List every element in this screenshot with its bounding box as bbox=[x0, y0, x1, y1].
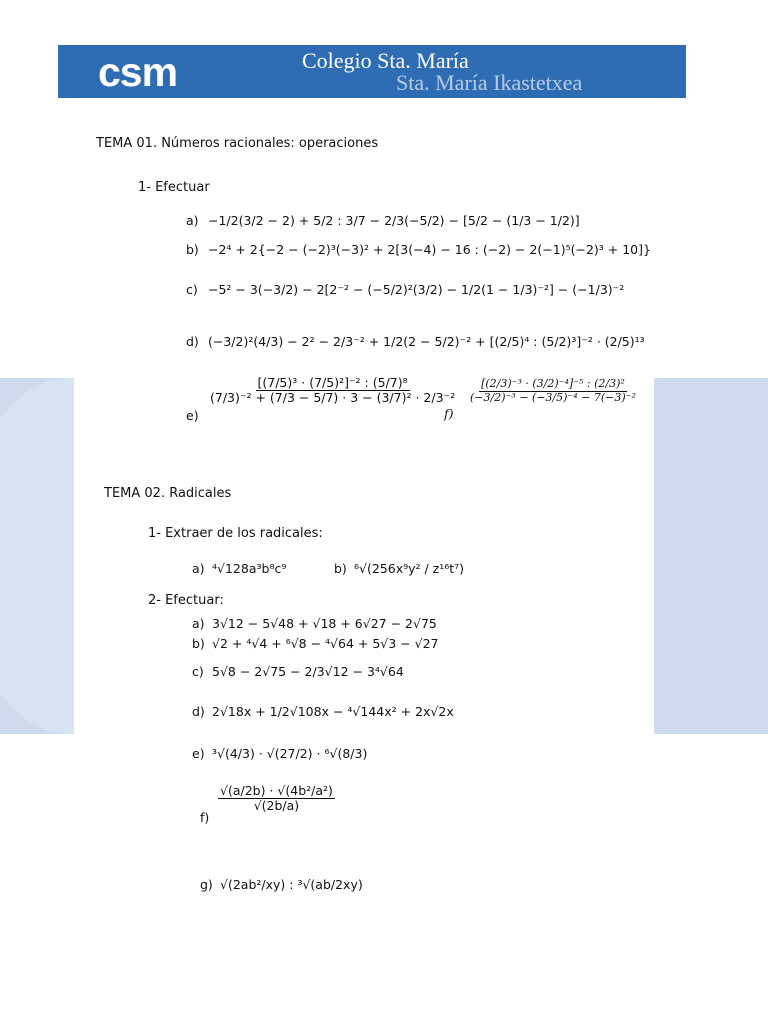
efectuar-f-numerator: √(a/2b) · √(4b²/a²) bbox=[220, 783, 333, 798]
efectuar-b: √2 + ⁴√4 + ⁶√8 − ⁴√64 + 5√3 − √27 bbox=[212, 636, 439, 651]
exercise-1d: (−3/2)²(4/3) − 2² − 2/3⁻² + 1/2(2 − 5/2)⁻² + [(2/5)⁴ : (5/2)³]⁻² · (2/5)¹³ bbox=[208, 334, 645, 349]
exercise-1e-denominator: (7/3)⁻² + (7/3 − 5/7) · 3 − (3/7)² · 2/3⁻² bbox=[210, 390, 456, 406]
exercise-1c-label: c) bbox=[186, 282, 198, 297]
extraer-b-label: b) bbox=[334, 561, 347, 576]
exercise-1b-label: b) bbox=[186, 242, 199, 257]
efectuar-d-label: d) bbox=[192, 704, 205, 719]
exercise-1f bbox=[466, 378, 640, 404]
exercise-1a: −1/2(3/2 − 2) + 5/2 : 3/7 − 2/3(−5/2) − [5/2 − (1/3 − 1/2)] bbox=[208, 213, 580, 228]
efectuar-a: 3√12 − 5√48 + √18 + 6√27 − 2√75 bbox=[212, 616, 437, 631]
exercise-1f-label: f) bbox=[444, 406, 454, 421]
efectuar-c-label: c) bbox=[192, 664, 204, 679]
efectuar-f bbox=[216, 784, 337, 814]
exercise-1d-label: d) bbox=[186, 334, 199, 349]
efectuar-e-label: e) bbox=[192, 746, 205, 761]
efectuar-f-denominator: √(2b/a) bbox=[253, 798, 300, 814]
school-name: Colegio Sta. María bbox=[302, 48, 469, 73]
extraer-b: ⁶√(256x⁹y² / z¹⁶t⁷) bbox=[354, 561, 465, 576]
exercise-1f-numerator: [(2/3)⁻³ · (3/2)⁻⁴]⁻⁵ : (2/3)² bbox=[481, 377, 625, 390]
efectuar-g: √(2ab²/xy) : ³√(ab/2xy) bbox=[220, 877, 363, 892]
exercise-1f-denominator: (−3/2)⁻³ − (−3/5)⁻⁴ − 7(−3)⁻² bbox=[470, 390, 636, 404]
tema1-section1: 1- Efectuar bbox=[138, 180, 210, 195]
tema2-section1: 1- Extraer de los radicales: bbox=[148, 526, 323, 541]
tema1-title: TEMA 01. Números racionales: operaciones bbox=[96, 136, 379, 151]
school-logo: csm bbox=[98, 49, 178, 95]
extraer-a: ⁴√128a³b⁸c⁹ bbox=[212, 561, 287, 576]
extraer-a-label: a) bbox=[192, 561, 205, 576]
exercise-1e-numerator: [(7/5)³ · (7/5)²]⁻² : (5/7)⁸ bbox=[257, 375, 408, 390]
efectuar-c: 5√8 − 2√75 − 2/3√12 − 3⁴√64 bbox=[212, 664, 404, 679]
exercise-1e bbox=[206, 376, 459, 406]
efectuar-f-label: f) bbox=[200, 810, 210, 825]
tema2-title: TEMA 02. Radicales bbox=[104, 486, 232, 501]
exercise-1b: −2⁴ + 2{−2 − (−2)³(−3)² + 2[3(−4) − 16 : (−2) − 2(−1)⁵(−2)³ + 10]} bbox=[208, 242, 651, 257]
tema2-section2: 2- Efectuar: bbox=[148, 593, 224, 608]
exercise-1c: −5² − 3(−3/2) − 2[2⁻² − (−5/2)²(3/2) − 1/2(1 − 1/3)⁻²] − (−1/3)⁻² bbox=[208, 282, 625, 297]
exercise-1a-label: a) bbox=[186, 213, 199, 228]
school-name-basque: Sta. María Ikastetxea bbox=[396, 70, 583, 95]
efectuar-d: 2√18x + 1/2√108x − ⁴√144x² + 2x√2x bbox=[212, 704, 454, 719]
efectuar-b-label: b) bbox=[192, 636, 205, 651]
efectuar-a-label: a) bbox=[192, 616, 205, 631]
efectuar-g-label: g) bbox=[200, 877, 213, 892]
exercise-1e-label: e) bbox=[186, 408, 199, 423]
school-header-banner bbox=[58, 45, 686, 98]
efectuar-e: ³√(4/3) · √(27/2) · ⁶√(8/3) bbox=[212, 746, 368, 761]
document-page bbox=[74, 0, 654, 1024]
